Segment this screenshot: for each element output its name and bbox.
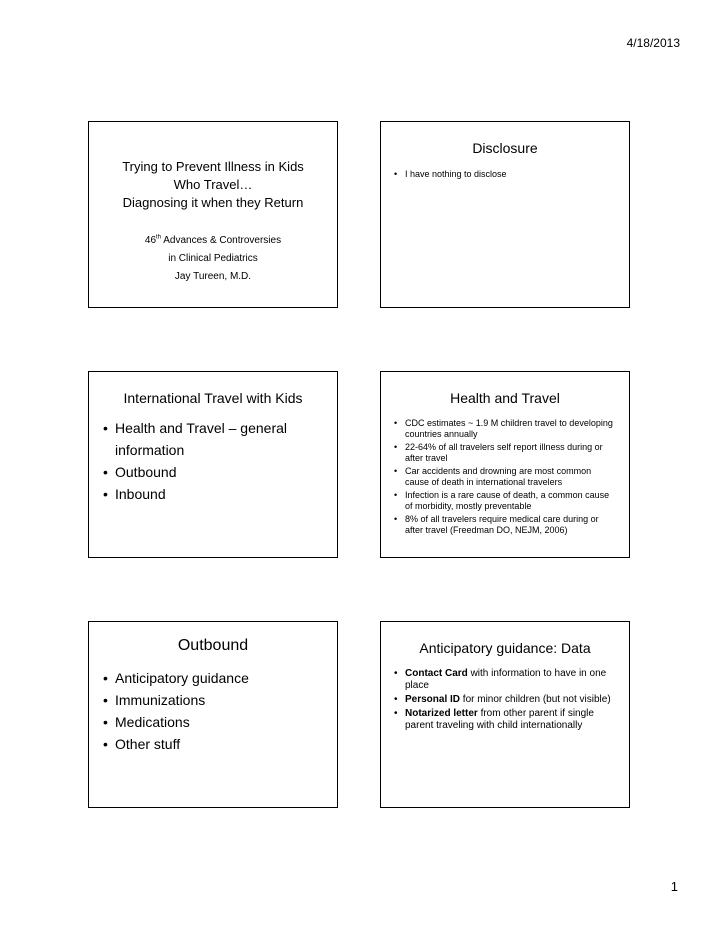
ordinal-number: 46 bbox=[144, 235, 157, 246]
bullet-item: • Health and Travel – general information bbox=[103, 417, 327, 461]
bullet-text: with information to have in one place bbox=[405, 668, 607, 691]
bullet-item: • Inbound bbox=[103, 483, 327, 505]
slide-title: Anticipatory guidance: Data bbox=[419, 640, 591, 656]
bullet-list bbox=[103, 417, 327, 505]
subtitle-text: Advances & Controversies bbox=[161, 235, 282, 246]
bullet-item: • CDC estimates ~ 1.9 M children travel to developing countries annually bbox=[393, 418, 617, 440]
bullet-text: for minor children (but not visible) bbox=[460, 694, 611, 705]
bullet-list bbox=[393, 169, 617, 182]
title-line: Who Travel… bbox=[173, 177, 253, 192]
presentation-title bbox=[99, 158, 327, 212]
bullet-list bbox=[393, 668, 617, 734]
bullet-item: • Other stuff bbox=[103, 733, 327, 755]
bullet-item: • 8% of all travelers require medical care during or after travel (Freedman DO, NEJM, 2006) bbox=[393, 514, 617, 536]
bullet-bold-term: Personal ID bbox=[405, 694, 461, 705]
bullet-list bbox=[393, 418, 617, 538]
bullet-item bbox=[393, 694, 617, 706]
slide-title: Disclosure bbox=[472, 140, 538, 156]
bullet-item: • Infection is a rare cause of death, a common cause of morbidity, mostly preventable bbox=[393, 490, 617, 512]
bullet-text: from other parent if single parent traveling with child internationally bbox=[405, 708, 594, 731]
bullet-bold-term: Notarized letter bbox=[405, 708, 478, 719]
slide-1-title bbox=[88, 121, 338, 308]
slide-2-disclosure bbox=[380, 121, 630, 308]
slide-title: Health and Travel bbox=[450, 390, 560, 406]
bullet-item: • Outbound bbox=[103, 461, 327, 483]
subtitle-line bbox=[99, 232, 327, 250]
slide-6-anticipatory-guidance bbox=[380, 621, 630, 808]
bullet-item: • Anticipatory guidance bbox=[103, 667, 327, 689]
page-number: 1 bbox=[670, 879, 678, 894]
slide-title: International Travel with Kids bbox=[123, 390, 303, 406]
bullet-item bbox=[393, 708, 617, 732]
slide-5-outbound bbox=[88, 621, 338, 808]
bullet-item bbox=[393, 668, 617, 692]
author: Jay Tureen, M.D. bbox=[174, 271, 252, 282]
title-line: Diagnosing it when they Return bbox=[122, 195, 304, 210]
bullet-list bbox=[103, 667, 327, 755]
subtitle-line: in Clinical Pediatrics bbox=[168, 253, 258, 264]
bullet-item: • 22-64% of all travelers self report illness during or after travel bbox=[393, 442, 617, 464]
bullet-item: • Medications bbox=[103, 711, 327, 733]
ordinal-suffix: th bbox=[156, 234, 162, 241]
slide-title: Outbound bbox=[177, 637, 249, 654]
header-date: 4/18/2013 bbox=[626, 36, 680, 50]
slide-4-health-and-travel bbox=[380, 371, 630, 558]
bullet-bold-term: Contact Card bbox=[405, 668, 468, 679]
slide-3-international-travel bbox=[88, 371, 338, 558]
bullet-item: • Immunizations bbox=[103, 689, 327, 711]
presentation-subtitle bbox=[99, 232, 327, 286]
bullet-item: • I have nothing to disclose bbox=[393, 169, 617, 180]
title-line: Trying to Prevent Illness in Kids bbox=[122, 159, 304, 174]
bullet-item: • Car accidents and drowning are most common cause of death in international travelers bbox=[393, 466, 617, 488]
